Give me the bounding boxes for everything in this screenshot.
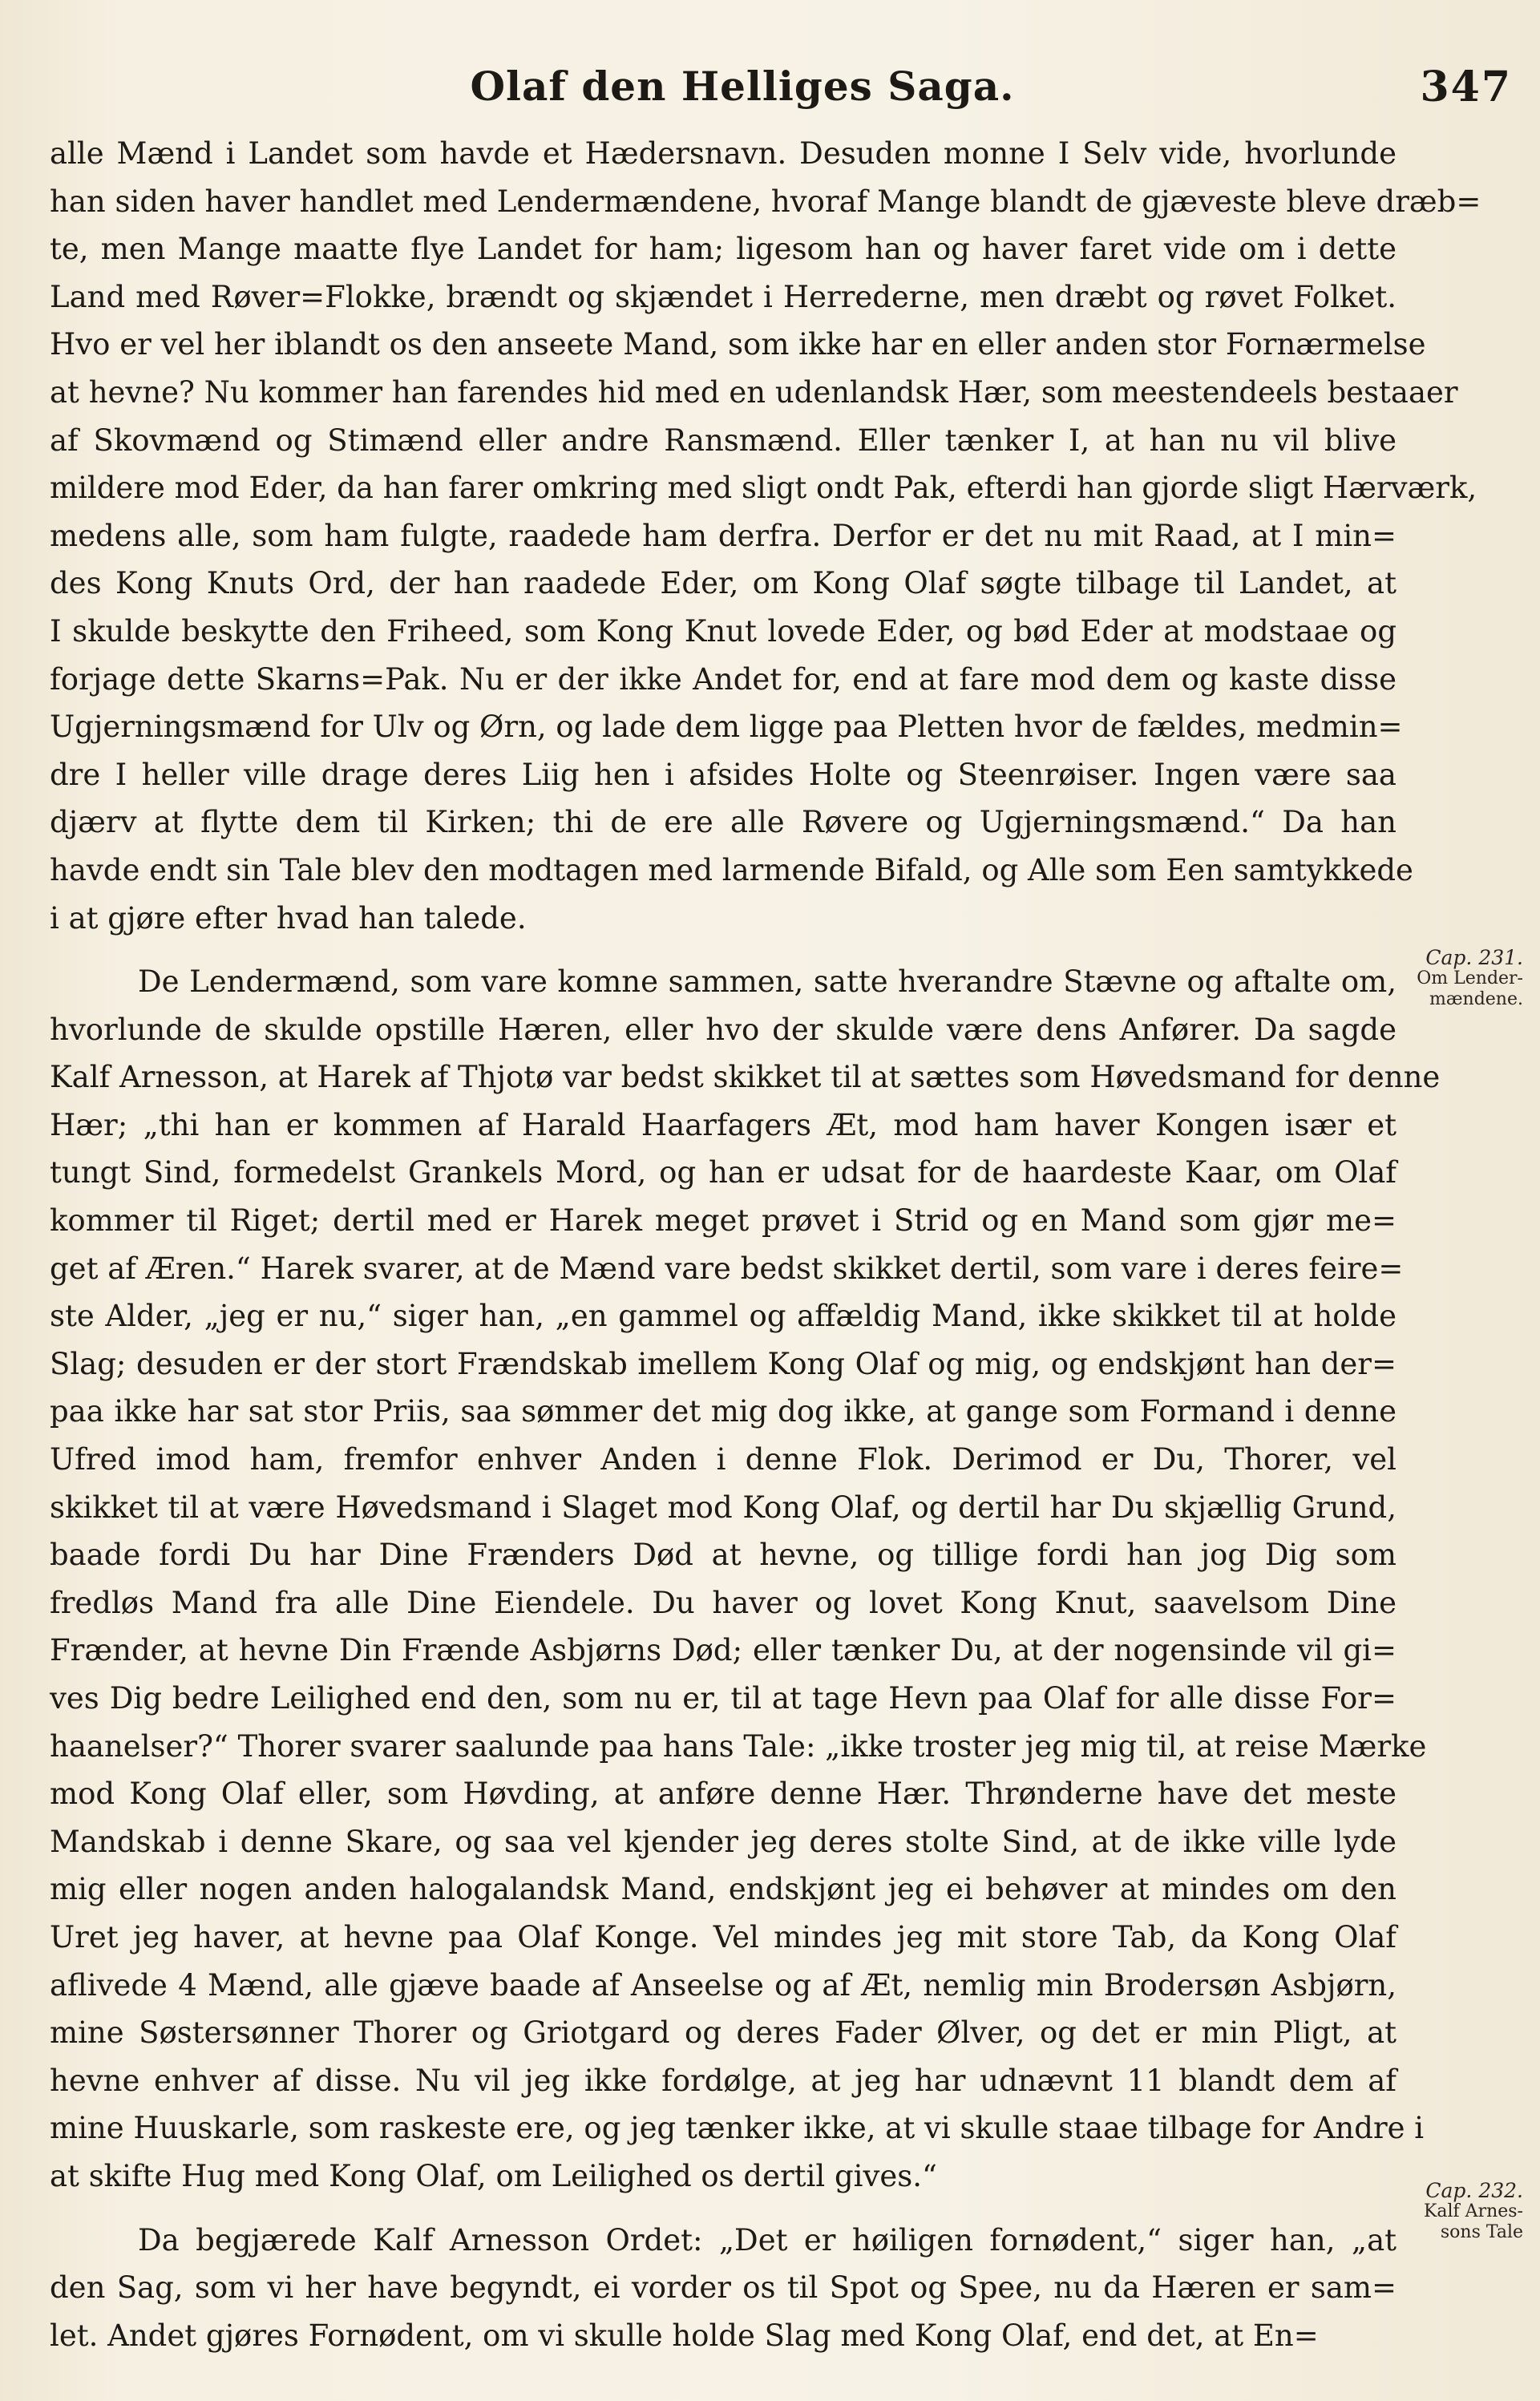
- margin-note-text: Kalf Arnes-sons Tale: [1423, 2201, 1523, 2242]
- text-line: te, men Mange maatte flye Landet for ham; ligesom han og haver faret vide om i dette: [50, 232, 1397, 267]
- text-line: paa ikke har sat stor Priis, saa sømmer det mig dog ikke, at gange som Formand i denne: [50, 1394, 1397, 1429]
- text-line: den Sag, som vi her have begyndt, ei vorder os til Spot og Spee, nu da Hæren er sam=: [50, 2270, 1397, 2306]
- text-line: djærv at flytte dem til Kirken; thi de ere alle Røvere og Ugjerningsmænd.“ Da han: [50, 805, 1397, 840]
- running-title: Olaf den Helliges Saga.: [470, 63, 1015, 110]
- text-line: let. Andet gjøres Fornødent, om vi skulle holde Slag med Kong Olaf, end det, at En=: [50, 2318, 1319, 2353]
- page-number: 347: [1420, 63, 1512, 111]
- text-line: des Kong Knuts Ord, der han raadede Eder, om Kong Olaf søgte tilbage til Landet, at: [50, 566, 1397, 601]
- text-line: baade fordi Du har Dine Frænders Død at hevne, og tillige fordi han jog Dig som: [50, 1538, 1397, 1573]
- text-line: ste Alder, „jeg er nu,“ siger han, „en gammel og affældig Mand, ikke skikket til at holde: [50, 1299, 1397, 1334]
- text-line: Frænder, at hevne Din Frænde Asbjørns Død; eller tænker Du, at der nogensinde vil gi=: [50, 1633, 1397, 1668]
- text-line: hevne enhver af disse. Nu vil jeg ikke fordølge, at jeg har udnævnt 11 blandt dem af: [50, 2063, 1397, 2098]
- text-line: forjage dette Skarns=Pak. Nu er der ikke Andet for, end at fare mod dem og kaste disse: [50, 661, 1397, 697]
- text-line: mine Søstersønner Thorer og Griotgard og deres Fader Ølver, og det er min Pligt, at: [50, 2015, 1397, 2051]
- text-line: dre I heller ville drage deres Liig hen i afsides Holte og Steenrøiser. Ingen være saa: [50, 757, 1397, 792]
- paragraph-1: [50, 130, 1481, 942]
- text-line: alle Mænd i Landet som havde et Hædersnavn. Desuden monne I Selv vide, hvorlunde: [50, 136, 1397, 171]
- text-line: fredløs Mand fra alle Dine Eiendele. Du haver og lovet Kong Knut, saavelsom Dine: [50, 1585, 1397, 1620]
- text-line: havde endt sin Tale blev den modtagen med larmende Bifald, og Alle som Een samtykkede: [50, 852, 1413, 887]
- text-line: han siden haver handlet med Lendermændene, hvoraf Mange blandt de gjæveste bleve dræb=: [50, 184, 1481, 219]
- text-line: Ugjerningsmænd for Ulv og Ørn, og lade dem ligge paa Pletten hvor de fældes, medmin=: [50, 709, 1403, 745]
- text-line: af Skovmænd og Stimænd eller andre Ransmænd. Eller tænker I, at han nu vil blive: [50, 422, 1397, 458]
- text-line: Ufred imod ham, fremfor enhver Anden i denne Flok. Derimod er Du, Thorer, vel: [50, 1442, 1397, 1477]
- paragraph-2: [50, 958, 1441, 2200]
- text-line: Hær; „thi han er kommen af Harald Haarfagers Æt, mod ham haver Kongen især et: [50, 1107, 1397, 1142]
- text-line: Uret jeg haver, at hevne paa Olaf Konge. Vel mindes jeg mit store Tab, da Kong Olaf: [50, 1919, 1397, 1954]
- text-line: mine Huuskarle, som raskeste ere, og jeg tænker ikke, at vi skulle staae tilbage for Andre i: [50, 2111, 1425, 2146]
- text-line: hvorlunde de skulde opstille Hæren, eller hvo der skulde være dens Anfører. Da sagde: [50, 1012, 1397, 1047]
- paragraph-3: [50, 2217, 1397, 2360]
- text-line: aflivede 4 Mænd, alle gjæve baade af Anseelse og af Æt, nemlig min Brodersøn Asbjørn,: [50, 1967, 1397, 2003]
- text-line: at skifte Hug med Kong Olaf, om Leilighed os dertil gives.“: [50, 2158, 937, 2193]
- margin-note-cap-232: [1407, 2181, 1523, 2243]
- text-line: medens alle, som ham fulgte, raadede ham derfra. Derfor er det nu mit Raad, at I min=: [50, 518, 1397, 553]
- text-line: get af Æren.“ Harek svarer, at de Mænd vare bedst skikket dertil, som vare i deres feire=: [50, 1251, 1404, 1286]
- text-line: Mandskab i denne Skare, og saa vel kjender jeg deres stolte Sind, at de ikke ville lyde: [50, 1824, 1397, 1859]
- text-line: at hevne? Nu kommer han farendes hid med en udenlandsk Hær, som meestendeels bestaaer: [50, 374, 1458, 410]
- margin-note-cap-231: [1407, 948, 1523, 1010]
- text-line: Slag; desuden er der stort Frændskab imellem Kong Olaf og mig, og endskjønt han der=: [50, 1346, 1397, 1381]
- text-line: i at gjøre efter hvad han talede.: [50, 900, 527, 936]
- text-line: Da begjærede Kalf Arnesson Ordet: „Det er høiligen fornødent,“ siger han, „at: [138, 2222, 1397, 2258]
- text-line: Kalf Arnesson, at Harek af Thjotø var bedst skikket til at sættes som Høvedsmand for denne: [50, 1060, 1441, 1095]
- text-line: I skulde beskytte den Friheed, som Kong Knut lovede Eder, og bød Eder at modstaae og: [50, 613, 1397, 649]
- margin-note-chapter: Cap. 231.: [1425, 946, 1523, 969]
- text-line: kommer til Riget; dertil med er Harek meget prøvet i Strid og en Mand som gjør me=: [50, 1203, 1397, 1239]
- text-line: mod Kong Olaf eller, som Høvding, at anføre denne Hær. Thrønderne have det meste: [50, 1776, 1397, 1812]
- margin-note-chapter: Cap. 232.: [1425, 2179, 1523, 2202]
- text-line: mildere mod Eder, da han farer omkring med sligt ondt Pak, efterdi han gjorde sligt Hærværk,: [50, 471, 1477, 506]
- text-line: tungt Sind, formedelst Grankels Mord, og han er udsat for de haardeste Kaar, om Olaf: [50, 1155, 1397, 1190]
- text-line: skikket til at være Høvedsmand i Slaget mod Kong Olaf, og dertil har Du skjællig Grund,: [50, 1490, 1397, 1525]
- text-line: Land med Røver=Flokke, brændt og skjændet i Herrederne, men dræbt og røvet Folket.: [50, 279, 1397, 314]
- margin-note-text: Om Lender-mændene.: [1417, 968, 1523, 1009]
- text-line: De Lendermænd, som vare komne sammen, satte hverandre Stævne og aftalte om,: [138, 964, 1397, 1000]
- text-line: haanelser?“ Thorer svarer saalunde paa hans Tale: „ikke troster jeg mig til, at reise Mærke: [50, 1728, 1427, 1764]
- text-line: ves Dig bedre Leilighed end den, som nu er, til at tage Hevn paa Olaf for alle disse For=: [50, 1681, 1397, 1716]
- text-line: mig eller nogen anden halogalandsk Mand, endskjønt jeg ei behøver at mindes om den: [50, 1872, 1397, 1907]
- page-header: [37, 63, 1512, 119]
- text-line: Hvo er vel her iblandt os den anseete Mand, som ikke har en eller anden stor Fornærmelse: [50, 327, 1426, 362]
